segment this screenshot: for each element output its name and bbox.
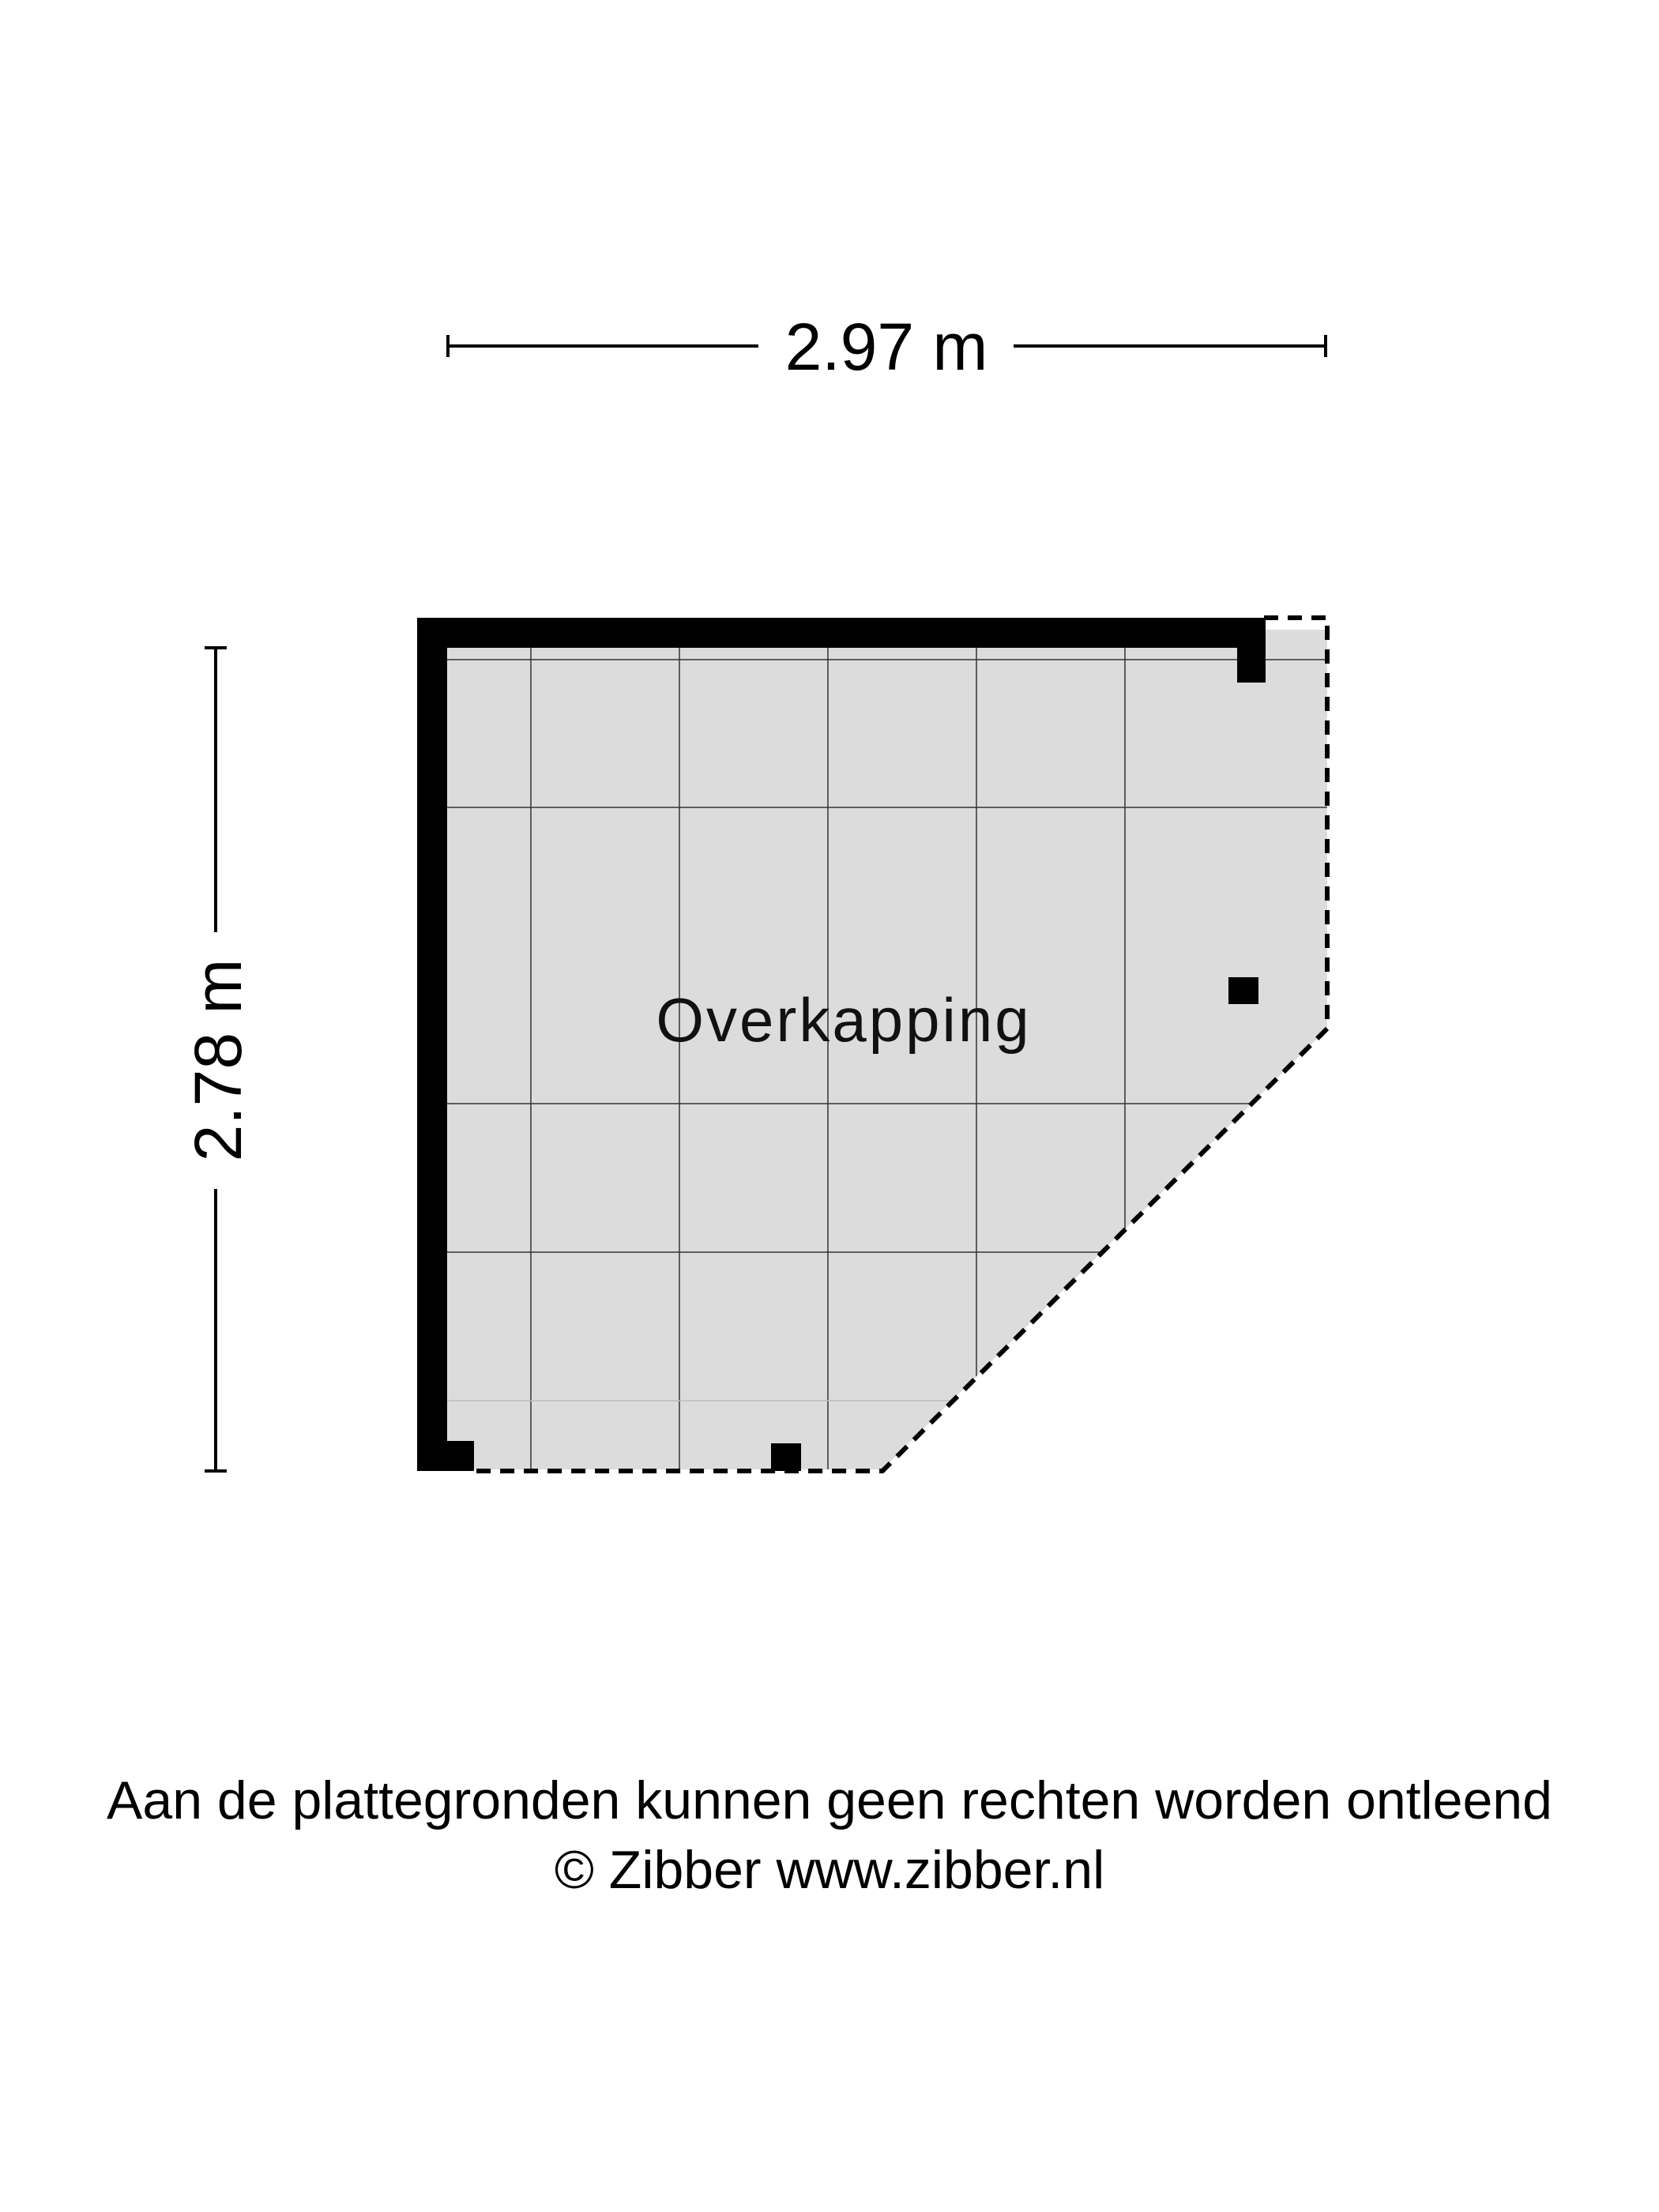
width-dimension-label: 2.97 m: [784, 310, 988, 384]
post-right: [1228, 977, 1258, 1004]
disclaimer-text: Aan de plattegronden kunnen geen rechten worden ontleend: [107, 1770, 1552, 1830]
height-dimension-label: 2.78 m: [181, 958, 255, 1162]
width-dimension: [448, 310, 1326, 384]
post-bottom: [771, 1443, 801, 1471]
copyright-text: © Zibber www.zibber.nl: [554, 1840, 1105, 1900]
height-dimension: [181, 648, 255, 1471]
room-label: Overkapping: [656, 985, 1032, 1055]
